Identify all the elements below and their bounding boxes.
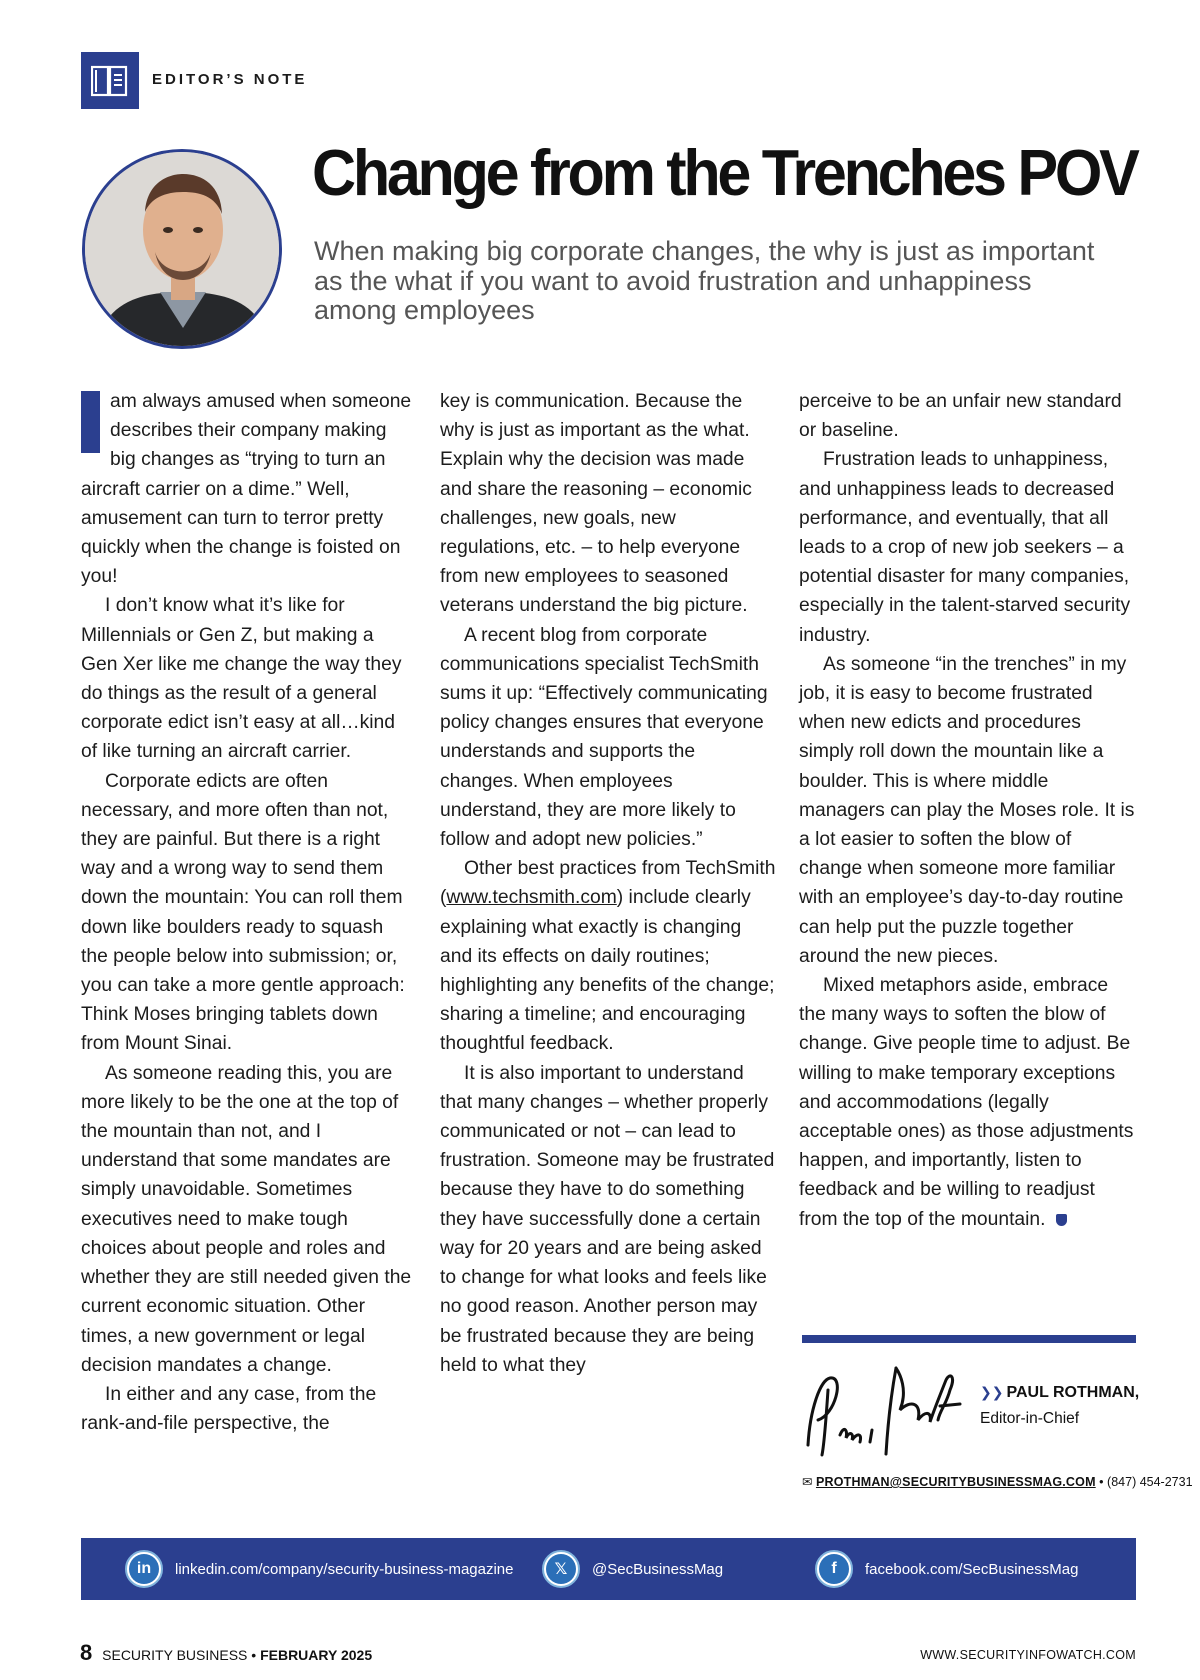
article-subtitle: When making big corporate changes, the why is just as important as the what if you want to avoid frustration and unhappiness among employees [314,236,1095,325]
article-paragraph: In either and any case, from the rank-and-file perspective, the [81,1383,377,1435]
author-name: ❯❯ PAUL ROTHMAN, [980,1384,1140,1401]
article-column-2 [440,387,778,1380]
linkedin-link[interactable]: in linkedin.com/company/security-business-magazine [125,1538,513,1600]
article-column-1 [81,387,413,1438]
chevron-right-icon: ❯❯ [980,1384,1004,1400]
section-label: EDITOR’S NOTE [152,71,308,88]
social-bar [81,1538,1136,1600]
author-avatar [82,149,282,349]
article-column-3 [799,387,1137,1234]
techsmith-link[interactable]: www.techsmith.com [446,887,617,909]
article-paragraph: am always amused when someone describes their company making big changes as “trying to turn an aircraft carrier on a dime.” Well, amusement can turn to terror pretty quickly when the change is foisted on you! [81,391,412,588]
article-paragraph: As someone “in the trenches” in my job, it is easy to become frustrated when new edicts and procedures simply roll down the mountain like a boulder. This is where middle managers can play the Moses role. It is a lot easier to soften the blow of change when someone more familiar with an employee’s day-to-day routine can help put the puzzle together around the new pieces. [799,653,1135,967]
linkedin-icon: in [125,1550,163,1588]
book-icon [81,52,139,109]
signature-image [800,1350,970,1470]
envelope-icon: ✉ [802,1475,813,1489]
signature-divider [802,1335,1136,1343]
facebook-link[interactable]: f facebook.com/SecBusinessMag [815,1538,1078,1600]
page-footer-left: 8 SECURITY BUSINESS • FEBRUARY 2025 [80,1640,373,1665]
x-icon: 𝕏 [542,1550,580,1588]
article-paragraph: I don’t know what it’s like for Millennials or Gen Z, but making a Gen Xer like me change the way they do things as the result of a general corporate edict isn’t easy at all…kind of like turning an aircraft carrier. [81,595,402,763]
drop-cap [81,391,100,453]
article-paragraph: Corporate edicts are often necessary, and more often than not, they are painful. But there is a right way and a wrong way to send them down the mountain: You can roll them down like boulders ready to squash the people below into submission; or, you can take a more gentle approach: Think Moses bringing tablets down from Mount Sinai. [81,770,405,1055]
article-paragraph: Frustration leads to unhappiness, and unhappiness leads to decreased performance, and eventually, that all leads to a crop of new job seekers – a potential disaster for many companies, especially in the talent-starved security industry. [799,449,1131,646]
website-link[interactable]: WWW.SECURITYINFOWATCH.COM [920,1648,1136,1662]
article-title: Change from the Trenches POV [312,136,1137,209]
author-email-link[interactable]: PROTHMAN@SECURITYBUSINESSMAG.COM [815,1475,1096,1489]
author-role: Editor-in-Chief [980,1410,1080,1427]
author-phone: (847) 454-2731 [1107,1475,1193,1489]
article-paragraph: Other best practices from TechSmith (www.techsmith.com) include clearly explaining what exactly is changing and its effects on daily routines; highlighting any benefits of the change; sharing a timeline; and encouraging thoughtful feedback. [440,858,776,1055]
page-number: 8 [80,1640,93,1665]
facebook-icon: f [815,1550,853,1588]
article-paragraph: A recent blog from corporate communications specialist TechSmith sums it up: “Effectively communicating policy changes ensures that everyone understands and supports the changes. When employees understand, they are more likely to follow and adopt new policies.” [440,624,768,851]
end-mark-icon [1056,1214,1067,1226]
article-paragraph: Mixed metaphors aside, embrace the many ways to soften the blow of change. Give people time to adjust. Be willing to make temporary exceptions and accommodations (legally acceptable ones) as those adjustments happen, and importantly, listen to feedback and be willing to readjust from the top of the mountain. [799,975,1134,1230]
article-paragraph: key is communication. Because the why is just as important as the what. Explain why the decision was made and share the reasoning – economic challenges, new goals, new regulations, etc. – to help everyone from new employees to seasoned veterans understand the big picture. [440,391,752,617]
article-paragraph: perceive to be an unfair new standard or baseline. [799,391,1122,442]
x-link[interactable]: 𝕏 @SecBusinessMag [542,1538,723,1600]
article-paragraph: It is also important to understand that many changes – whether properly communicated or not – can lead to frustration. Someone may be frustrated because they have to do something they have successfully done a certain way for 20 years and are being asked to change for what looks and feels like no good reason. Another person may be frustrated because they are being held to what they [440,1062,775,1376]
author-contact: ✉ PROTHMAN@SECURITYBUSINESSMAG.COM • (847) 454-2731 [802,1475,1193,1489]
article-paragraph: As someone reading this, you are more likely to be the one at the top of the mountain than not, and I understand that some mandates are simply unavoidable. Sometimes executives need to make tough choices about people and roles and whether they are still needed given the current economic situation. Other times, a new government or legal decision mandates a change. [81,1062,412,1376]
